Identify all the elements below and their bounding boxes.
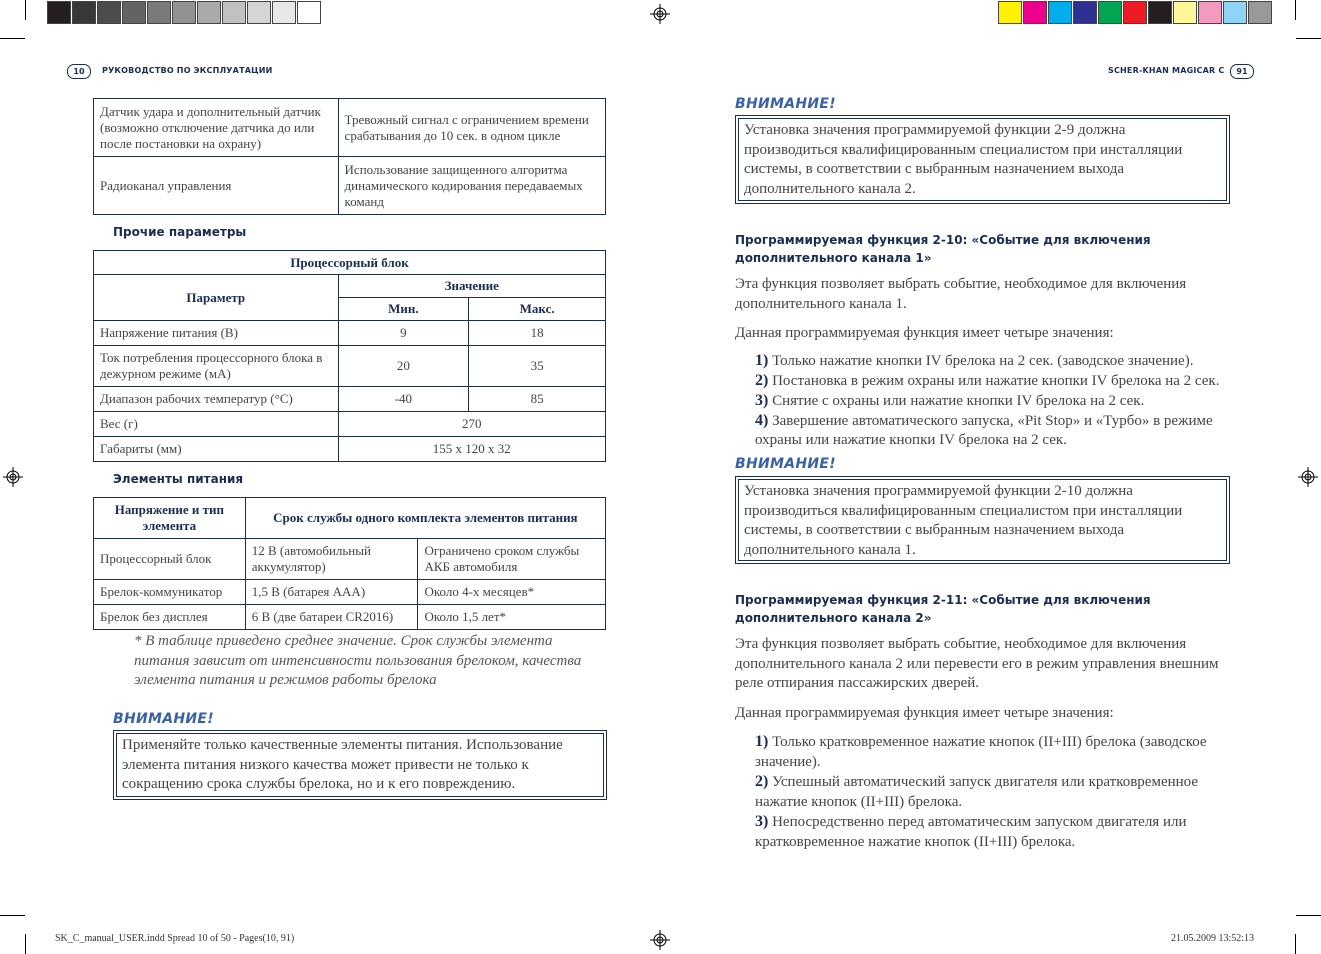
- warning-title: ВНИМАНИЕ!: [113, 711, 214, 727]
- crop-mark: [1295, 0, 1296, 20]
- date-slug: 21.05.2009 13:52:13: [1171, 933, 1255, 944]
- table-row: [94, 346, 606, 387]
- crop-mark: [0, 38, 25, 39]
- list-item: 4) Завершение автоматического запуска, «Pit Stop» и «Турбо» в режиме охраны или нажатие кнопки IV брелока на 2 сек.: [755, 412, 1213, 448]
- table-cell: 6 В (две батареи CR2016): [245, 605, 418, 630]
- crop-mark: [25, 934, 26, 954]
- warning-text: Установка значения программируемой функции 2-10 должна производиться квалифицированным специалистом при инсталляции системы, в соответствии с выбранным назначением выхода дополнительного канала 1.: [738, 479, 1227, 561]
- table-cell: 18: [469, 321, 606, 346]
- table-cell: Габариты (мм): [94, 437, 339, 462]
- option-list: [755, 732, 1225, 852]
- warning-box: [735, 476, 1230, 564]
- table-cell: Ток потребления процессорного блока в дежурном режиме (мА): [94, 346, 339, 387]
- color-swatch: [1173, 1, 1197, 24]
- table-cell: 270: [338, 412, 605, 437]
- list-item: 3) Снятие с охраны или нажатие кнопки IV брелока на 2 сек.: [755, 392, 1145, 409]
- table-row: [94, 605, 606, 630]
- option-list: [755, 351, 1235, 450]
- color-swatch: [1073, 1, 1097, 24]
- warning-box: [735, 115, 1230, 204]
- table-cell: Брелок-коммуникатор: [94, 580, 246, 605]
- table-title: Процессорный блок: [94, 251, 606, 275]
- color-swatch: [272, 1, 296, 24]
- section-heading: Прочие параметры: [113, 225, 247, 239]
- paragraph: Эта функция позволяет выбрать событие, необходимое для включения дополнительного канала 1.: [735, 276, 1187, 312]
- warning-text: Применяйте только качественные элементы питания. Использование элемента питания низкого качества может привести не только к сокращению срока службы брелока, но и к его повреждению.: [116, 733, 604, 797]
- registration-mark-icon: [1298, 467, 1318, 487]
- column-header: Напряжение и тип элемента: [94, 498, 246, 539]
- warning-title: ВНИМАНИЕ!: [735, 96, 836, 112]
- page-number-right: 91: [1230, 64, 1254, 79]
- table-cell: Процессорный блок: [94, 539, 246, 580]
- crop-mark: [1296, 915, 1321, 916]
- paragraph: Данная программируемая функция имеет четыре значения:: [735, 325, 1114, 341]
- color-swatch: [72, 1, 96, 24]
- list-item: 2) Успешный автоматический запуск двигателя или кратковременное нажатие кнопок (II+III) брелока.: [755, 773, 1199, 810]
- function-heading: Программируемая функция 2-11: «Событие для включения дополнительного канала 2»: [735, 593, 1151, 625]
- color-swatch: [297, 1, 321, 24]
- column-header: Макс.: [469, 298, 606, 321]
- color-swatch: [122, 1, 146, 24]
- table-row: [94, 412, 606, 437]
- list-item: 1) Только кратковременное нажатие кнопок (II+III) брелока (заводское значение).: [755, 733, 1207, 770]
- table-footnote: * В таблице приведено среднее значение. Срок службы элемента питания зависит от интенсивности пользования брелоком, качества элемента питания и режимов работы брелока: [134, 633, 582, 688]
- color-swatch: [172, 1, 196, 24]
- running-header-left: РУКОВОДСТВО ПО ЭКСПЛУАТАЦИИ: [102, 66, 273, 75]
- registration-mark-icon: [3, 467, 23, 487]
- table-row: [94, 321, 606, 346]
- color-swatch: [1223, 1, 1247, 24]
- table-cell: 155 х 120 х 32: [338, 437, 605, 462]
- table-cell: Использование защищенного алгоритма динамического кодирования передаваемых команд: [338, 157, 605, 215]
- table-row: [94, 387, 606, 412]
- table-cell: 9: [338, 321, 469, 346]
- crop-mark: [25, 0, 26, 20]
- color-swatch: [147, 1, 171, 24]
- table-cell: Тревожный сигнал с ограничением времени срабатывания до 10 сек. в одном цикле: [338, 99, 605, 157]
- warning-box: [113, 730, 607, 800]
- table-row: [94, 580, 606, 605]
- table-cell: Около 1,5 лет*: [418, 605, 606, 630]
- color-swatch: [1048, 1, 1072, 24]
- color-swatch: [1123, 1, 1147, 24]
- column-header: Значение: [338, 275, 605, 298]
- table-cell: Радиоканал управления: [94, 157, 339, 215]
- color-swatch: [1248, 1, 1272, 24]
- list-item: 1) Только нажатие кнопки IV брелока на 2 сек. (заводское значение).: [755, 352, 1194, 369]
- crop-mark: [0, 915, 25, 916]
- color-swatch: [1148, 1, 1172, 24]
- table-cell: Около 4-х месяцев*: [418, 580, 606, 605]
- registration-mark-icon: [650, 4, 670, 24]
- table-cell: Напряжение питания (В): [94, 321, 339, 346]
- color-swatch: [222, 1, 246, 24]
- table-cell: Вес (г): [94, 412, 339, 437]
- table-cell: 35: [469, 346, 606, 387]
- warning-text: Установка значения программируемой функции 2-9 должна производиться квалифицированным специалистом при инсталляции системы, в соответствии с выбранным назначением выхода дополнительного канала 2.: [738, 118, 1227, 201]
- crop-mark: [1296, 38, 1321, 39]
- table-cell: 85: [469, 387, 606, 412]
- color-swatch: [197, 1, 221, 24]
- power-elements-table: [93, 497, 606, 630]
- list-item: 3) Непосредственно перед автоматическим запуском двигателя или кратковременное нажатие кнопок (II+III) брелока.: [755, 813, 1187, 850]
- color-swatch: [97, 1, 121, 24]
- table-cell: Диапазон рабочих температур (°С): [94, 387, 339, 412]
- table-cell: -40: [338, 387, 469, 412]
- crop-mark: [1295, 934, 1296, 954]
- column-header: Параметр: [94, 275, 339, 321]
- list-item: 2) Постановка в режим охраны или нажатие кнопки IV брелока на 2 сек.: [755, 372, 1220, 389]
- running-header-right: SCHER-KHAN MAGICAR C: [1108, 66, 1225, 75]
- column-header: Срок службы одного комплекта элементов питания: [245, 498, 605, 539]
- color-swatch: [1023, 1, 1047, 24]
- registration-mark-icon: [650, 930, 670, 950]
- color-swatch: [47, 1, 71, 24]
- table-cell: Датчик удара и дополнительный датчик (возможно отключение датчика до или после постановки на охрану): [94, 99, 339, 157]
- color-swatch: [998, 1, 1022, 24]
- table-cell: 1,5 В (батарея ААА): [245, 580, 418, 605]
- table-cell: Брелок без дисплея: [94, 605, 246, 630]
- table-row: [94, 539, 606, 580]
- warning-title: ВНИМАНИЕ!: [735, 456, 836, 472]
- color-swatch: [1098, 1, 1122, 24]
- page-number-left: 10: [67, 64, 91, 79]
- color-swatch: [1198, 1, 1222, 24]
- table-cell: Ограничено сроком службы АКБ автомобиля: [418, 539, 606, 580]
- features-table: [93, 98, 606, 215]
- section-heading: Элементы питания: [113, 472, 244, 486]
- processor-params-table: [93, 250, 606, 462]
- function-heading: Программируемая функция 2-10: «Событие для включения дополнительного канала 1»: [735, 233, 1151, 265]
- color-swatch: [247, 1, 271, 24]
- column-header: Мин.: [338, 298, 469, 321]
- file-slug: SK_C_manual_USER.indd Spread 10 of 50 - Pages(10, 91): [55, 933, 295, 944]
- table-row: [94, 437, 606, 462]
- table-cell: 20: [338, 346, 469, 387]
- table-cell: 12 В (автомобильный аккумулятор): [245, 539, 418, 580]
- paragraph: Эта функция позволяет выбрать событие, необходимое для включения дополнительного канала 2 или перевести его в режим управления внешним реле отпирания пассажирских дверей.: [735, 636, 1219, 691]
- paragraph: Данная программируемая функция имеет четыре значения:: [735, 705, 1114, 721]
